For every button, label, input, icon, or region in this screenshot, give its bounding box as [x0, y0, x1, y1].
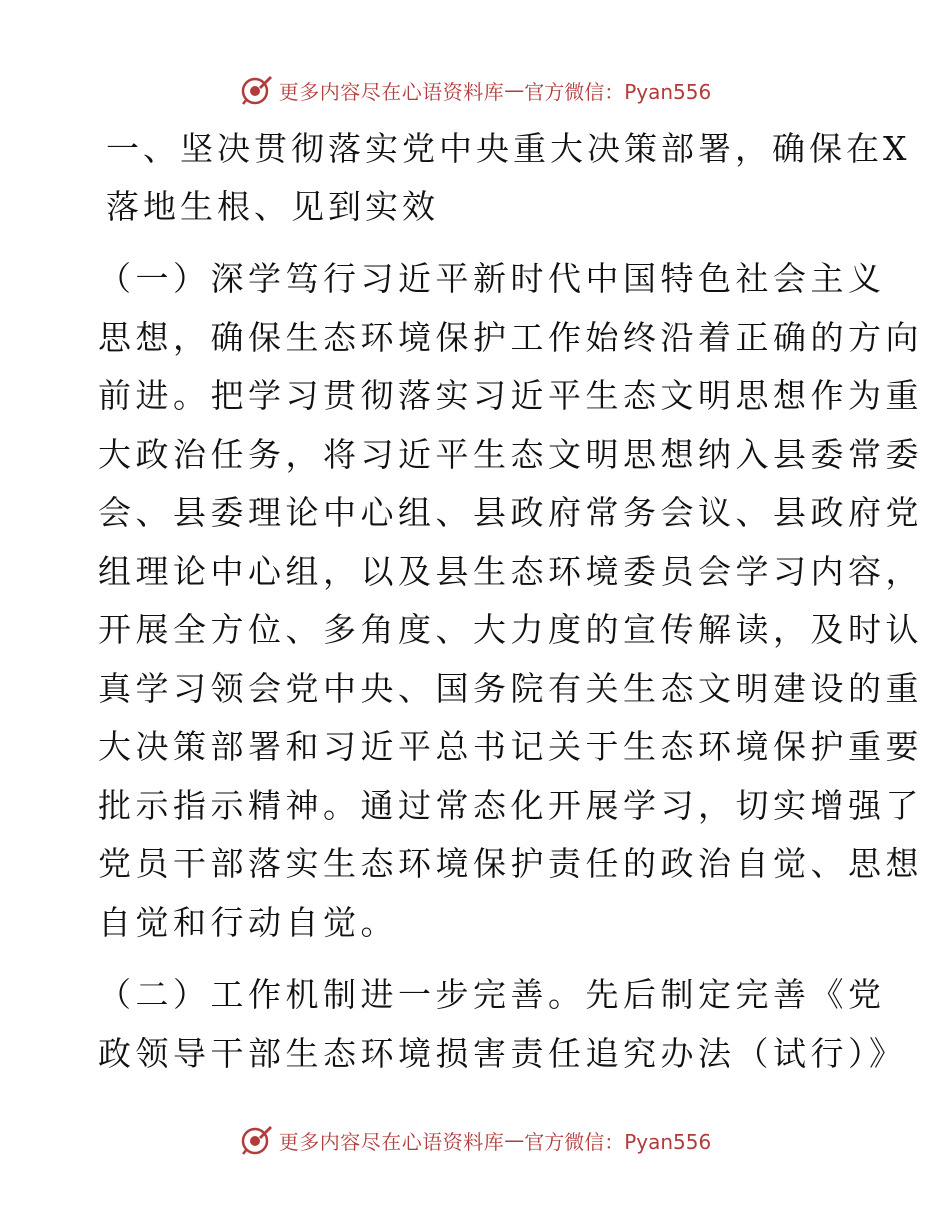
- watermark-separator: —: [504, 1128, 525, 1152]
- watermark-text: 更多内容尽在心语资料库: [278, 79, 505, 104]
- paragraph-line: （二）工作机制进一步完善。先后制定完善《党: [98, 975, 886, 1014]
- paragraph-line: 会、县委理论中心组、县政府常务会议、县政府党: [98, 493, 923, 532]
- watermark-text: 更多内容尽在心语资料库: [278, 1129, 505, 1154]
- paragraph-1: [98, 250, 923, 952]
- paragraph-line: 批示指示精神。通过常态化开展学习，切实增强了: [98, 785, 923, 825]
- paragraph-line: 自觉和行动自觉。: [98, 902, 398, 942]
- paragraph-line: 前进。把学习贯彻落实习近平生态文明思想作为重: [98, 376, 923, 415]
- watermark-separator: —: [504, 78, 525, 102]
- paragraph-line: （一）深学笃行习近平新时代中国特色社会主义: [98, 259, 886, 298]
- paragraph-line: 开展全方位、多角度、大力度的宣传解读，及时认: [98, 610, 923, 649]
- paragraph-line: 真学习领会党中央、国务院有关生态文明建设的重: [98, 668, 923, 708]
- paragraph-line: 政领导干部生态环境损害责任追究办法（试行）》: [98, 1033, 907, 1073]
- watermark-banner-bottom: [0, 1120, 950, 1160]
- watermark-wechat: 官方微信：Pyan556: [524, 79, 712, 104]
- section-heading: [106, 120, 911, 236]
- paragraph-line: 组理论中心组，以及县生态环境委员会学习内容，: [98, 551, 923, 591]
- heading-line: 落地生根、见到实效: [106, 187, 439, 226]
- document-body: [98, 120, 923, 1083]
- paragraph-line: 党员干部落实生态环境保护责任的政治自觉、思想: [98, 844, 923, 883]
- watermark-wechat: 官方微信：Pyan556: [524, 1129, 712, 1154]
- paragraph-line: 大政治任务，将习近平生态文明思想纳入县委常委: [98, 434, 923, 474]
- heading-line: 一、坚决贯彻落实党中央重大决策部署，确保在X: [106, 129, 911, 168]
- paragraph-2: [98, 966, 907, 1083]
- pen-circle-logo-icon: [239, 73, 273, 107]
- paragraph-line: 大决策部署和习近平总书记关于生态环境保护重要: [98, 727, 923, 766]
- paragraph-line: 思想，确保生态环境保护工作始终沿着正确的方向: [98, 317, 923, 357]
- pen-circle-logo-icon: [239, 1123, 273, 1157]
- watermark-banner-top: [0, 70, 950, 110]
